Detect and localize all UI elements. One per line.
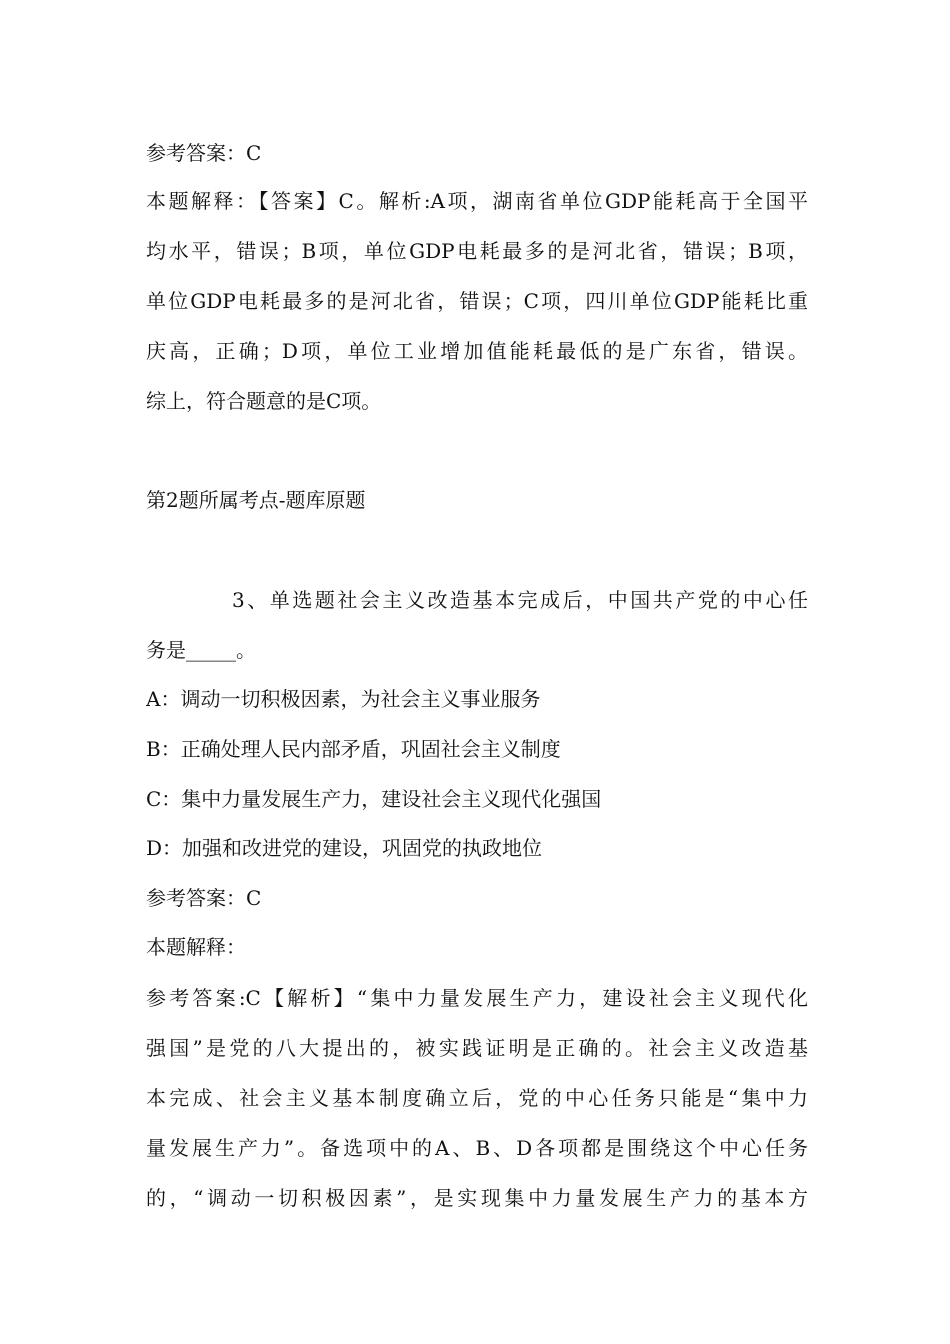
q2-explanation-line-1: 本题解释：【答案】C。解析:A项，湖南省单位GDP能耗高于全国平 xyxy=(146,189,808,213)
q2-knowledge-point: 第2题所属考点-题库原题 xyxy=(146,488,366,512)
q3-explanation-line-4: 量发展生产力”。备选项中的A、B、D各项都是围绕这个中心任务 xyxy=(146,1136,808,1160)
q3-answer: 参考答案：C xyxy=(146,886,262,910)
q2-explanation-line-4: 庆高，正确；D项，单位工业增加值能耗最低的是广东省，错误。 xyxy=(146,339,808,363)
q3-explanation-line-1: 参考答案:C【解析】“集中力量发展生产力，建设社会主义现代化 xyxy=(146,986,808,1010)
q3-option-b: B：正确处理人民内部矛盾，巩固社会主义制度 xyxy=(146,737,561,761)
q3-explanation-line-3: 本完成、社会主义基本制度确立后，党的中心任务只能是“集中力 xyxy=(146,1086,808,1110)
q3-option-a: A：调动一切积极因素，为社会主义事业服务 xyxy=(146,687,541,711)
q2-answer: 参考答案：C xyxy=(146,141,262,165)
q3-stem-line-1: 3、单选题社会主义改造基本完成后，中国共产党的中心任 xyxy=(232,588,808,612)
q2-explanation-line-5: 综上，符合题意的是C项。 xyxy=(146,389,382,413)
q2-explanation-line-3: 单位GDP电耗最多的是河北省，错误；C项，四川单位GDP能耗比重 xyxy=(146,289,808,313)
q3-explanation-label: 本题解释： xyxy=(146,935,246,959)
q3-explanation-line-5: 的，“调动一切积极因素”，是实现集中力量发展生产力的基本方 xyxy=(146,1186,808,1210)
q3-explanation-line-2: 强国”是党的八大提出的，被实践证明是正确的。社会主义改造基 xyxy=(146,1036,808,1060)
q3-option-d: D：加强和改进党的建设，巩固党的执政地位 xyxy=(146,836,543,860)
q2-explanation-line-2: 均水平，错误；B项，单位GDP电耗最多的是河北省，错误；B项， xyxy=(146,239,808,263)
q3-option-c: C：集中力量发展生产力，建设社会主义现代化强国 xyxy=(146,787,602,811)
q3-stem-line-2: 务是_____。 xyxy=(146,638,256,662)
